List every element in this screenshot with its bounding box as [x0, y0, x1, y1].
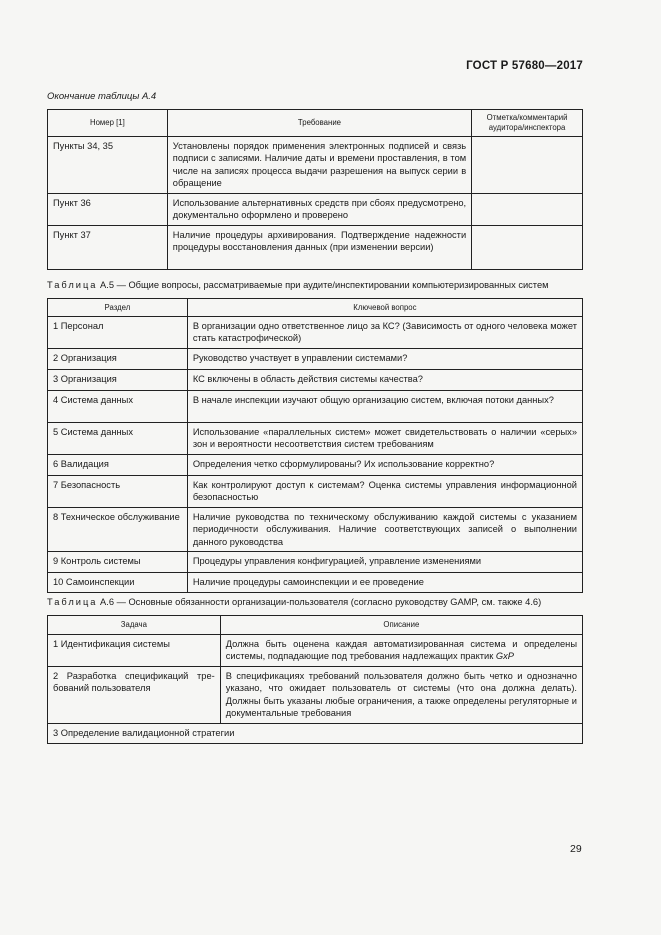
table-cell: 3 Определение валидационной стратегии — [48, 723, 583, 743]
table-cell — [472, 137, 583, 194]
table-cell: 8 Техническое обслуживание — [48, 507, 188, 551]
table-header-cell: Отметка/комментарий аудитора/инспектора — [472, 110, 583, 137]
table-a6-caption: Таблица А.6 — Основные обязанности организации-пользователя (согласно руководству GAMP, см. также 4.6) — [47, 597, 542, 607]
table-cell: Определения четко сформулированы? Их использование корректно? — [187, 454, 582, 475]
table-a5 — [47, 298, 583, 593]
table-cell: Пункты 34, 35 — [48, 137, 168, 194]
table-cell: Наличие руководства по техническому обслуживанию каждой системы с указанием периодичности обслуживания. Наличие соответствующих записей о выполнении данного руководства — [187, 507, 582, 551]
table-header-cell: Номер [1] — [48, 110, 168, 137]
standard-header: ГОСТ Р 57680—2017 — [466, 60, 583, 72]
table-cell: Наличие процедуры самоинспекции и ее проведение — [187, 573, 582, 593]
table-header-cell: Раздел — [48, 299, 188, 317]
table-cell: 2 Разработка спецификаций требований пользователя — [48, 667, 221, 724]
table-cell: 9 Контроль системы — [48, 552, 188, 573]
table-cell: Пункт 36 — [48, 194, 168, 226]
table-cell: Использование альтернативных средств при сбоях предусмотрено, документально оформлено и проверено — [167, 194, 471, 226]
table-header-cell: Задача — [48, 616, 221, 635]
table-a4-caption: Окончание таблицы А.4 — [47, 91, 157, 102]
table-cell — [472, 194, 583, 226]
table-cell: 3 Организация — [48, 369, 188, 390]
table-a5-caption: Таблица А.5 — Общие вопросы, рассматриваемые при аудите/инспектировании компьютеризированных систем — [47, 280, 549, 290]
table-cell: В спецификациях требований пользователя должно быть четко и однозначно указано, что ожидает пользователь от системы (что она должна делать). Должны быть указаны любые ограничения, а также определены регуляторные и документальные требования — [220, 667, 582, 724]
table-cell: Как контролируют доступ к системам? Оценка системы управления информационной безопасностью — [187, 475, 582, 507]
table-cell: Установлены порядок применения электронных подписей и связь подписи с записями. Наличие даты и времени проставления, в том числе на записях процесса выдачи разрешения на выпуск серии в обращение — [167, 137, 471, 194]
table-header-cell: Ключевой вопрос — [187, 299, 582, 317]
table-cell: Руководство участвует в управлении системами? — [187, 348, 582, 369]
table-cell: В начале инспекции изучают общую организацию систем, включая потоки данных? — [187, 390, 582, 422]
table-cell: 1 Идентификация системы — [48, 635, 221, 667]
table-cell: Пункт 37 — [48, 226, 168, 270]
table-cell: 5 Система данных — [48, 422, 188, 454]
table-a4 — [47, 109, 583, 270]
table-cell: 2 Организация — [48, 348, 188, 369]
table-header-cell: Описание — [220, 616, 582, 635]
table-cell: Использование «параллельных систем» может свидетельствовать о наличии «серых» зон и вероятности несоответствия систем требованиям — [187, 422, 582, 454]
table-cell: В организации одно ответственное лицо за КС? (Зависимость от одного человека может стать катастрофической) — [187, 317, 582, 349]
table-cell: 1 Персонал — [48, 317, 188, 349]
table-cell: 10 Самоинспекции — [48, 573, 188, 593]
table-cell: Должна быть оценена каждая автоматизированная система и определены системы, подпадающие под требования надлежащих практик GxP — [220, 635, 582, 667]
table-cell: КС включены в область действия системы качества? — [187, 369, 582, 390]
table-cell: 4 Система данных — [48, 390, 188, 422]
table-cell: 6 Валидация — [48, 454, 188, 475]
table-cell: 7 Безопасность — [48, 475, 188, 507]
table-cell — [472, 226, 583, 270]
table-header-cell: Требование — [167, 110, 471, 137]
table-cell: Процедуры управления конфигурацией, управление изменениями — [187, 552, 582, 573]
table-a6 — [47, 615, 583, 744]
page-number: 29 — [570, 843, 582, 855]
table-cell: Наличие процедуры архивирования. Подтверждение надежности процедуры восстановления данных (при изменении версии) — [167, 226, 471, 270]
